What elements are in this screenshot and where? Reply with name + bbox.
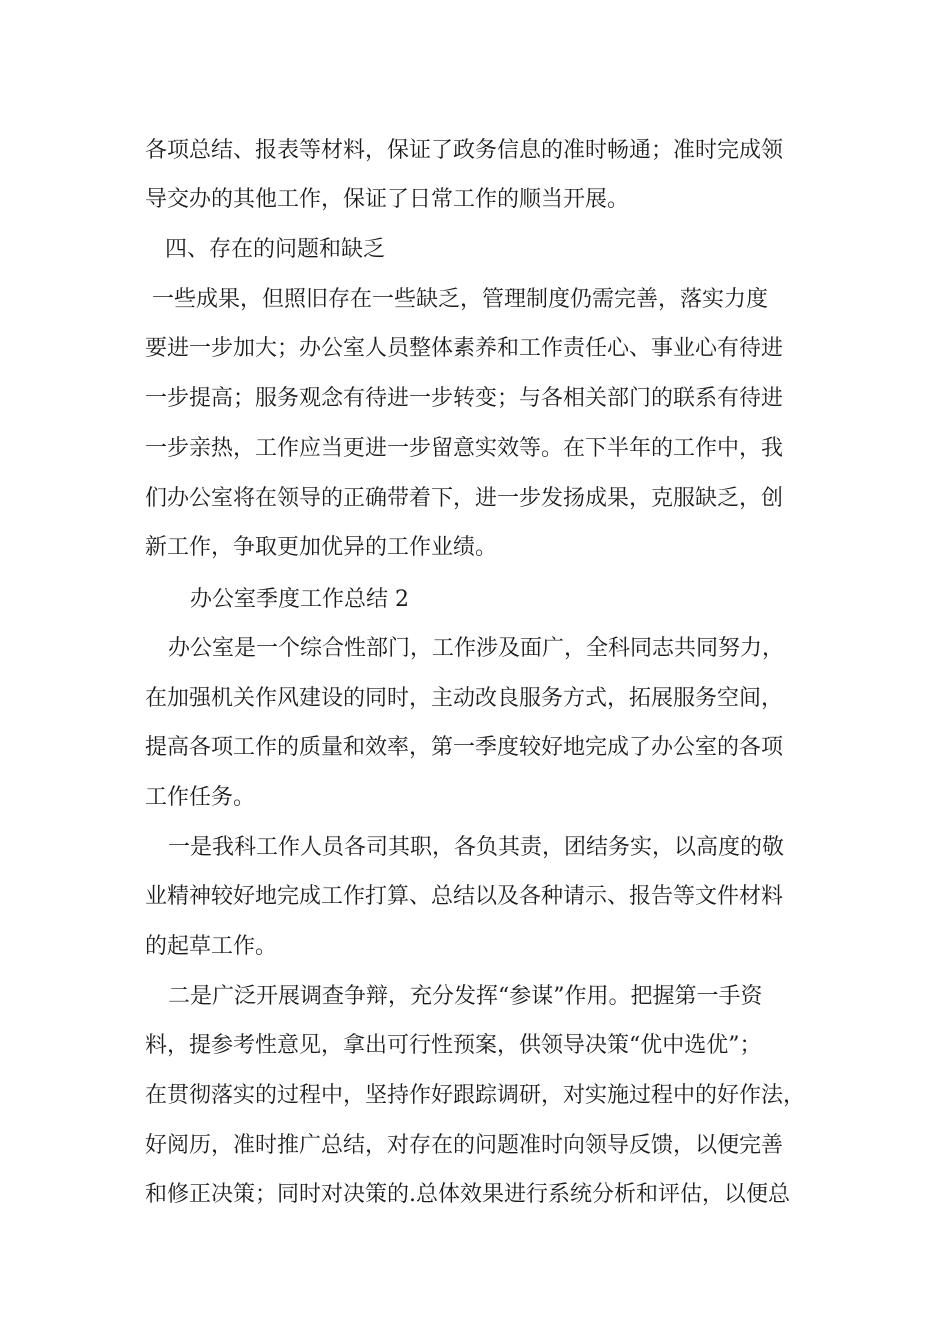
paragraph-line: 一些成果，但照旧存在一些缺乏，管理制度仍需完善，落实力度 (152, 287, 769, 312)
paragraph-line: 二是广泛开展调查争辩，充分发挥“参谋”作用。把握第一手资 (168, 984, 763, 1009)
paragraph-line: 好阅历，准时推广总结，对存在的问题准时向领导反馈，以便完善 (145, 1133, 784, 1158)
paragraph-line: 和修正决策；同时对决策的.总体效果进行系统分析和评估，以便总 (145, 1182, 790, 1207)
paragraph-line: 新工作，争取更加优异的工作业绩。 (145, 535, 498, 560)
document-title: 办公室季度工作总结 2 (190, 587, 409, 612)
paragraph-line: 各项总结、报表等材料，保证了政务信息的准时畅通；准时完成领 (145, 138, 784, 163)
paragraph-line: 业精神较好地完成工作打算、总结以及各种请示、报告等文件材料 (145, 884, 784, 909)
paragraph-line: 的起草工作。 (145, 934, 278, 959)
paragraph-line: 提高各项工作的质量和效率，第一季度较好地完成了办公室的各项 (145, 735, 784, 760)
paragraph-line: 在贯彻落实的过程中，坚持作好跟踪调研，对实施过程中的好作法， (145, 1083, 806, 1108)
paragraph-line: 一步亲热，工作应当更进一步留意实效等。在下半年的工作中，我 (145, 436, 784, 461)
paragraph-line: 要进一步加大；办公室人员整体素养和工作责任心、事业心有待进 (145, 336, 784, 361)
paragraph-line: 工作任务。 (145, 785, 256, 810)
paragraph-line: 料，提参考性意见，拿出可行性预案，供领导决策“优中选优”； (145, 1033, 762, 1058)
paragraph-line: 一步提高；服务观念有待进一步转变；与各相关部门的联系有待进 (145, 386, 784, 411)
paragraph-line: 们办公室将在领导的正确带着下，进一步发扬成果，克服缺乏，创 (145, 486, 784, 511)
paragraph-line: 在加强机关作风建设的同时，主动改良服务方式，拓展服务空间， (145, 686, 784, 711)
paragraph-line: 办公室是一个综合性部门，工作涉及面广，全科同志共同努力， (168, 636, 785, 661)
paragraph-line: 导交办的其他工作，保证了日常工作的顺当开展。 (145, 187, 630, 212)
paragraph-line: 一是我科工作人员各司其职，各负其责，团结务实，以高度的敬 (168, 835, 785, 860)
section-heading: 四、存在的问题和缺乏 (165, 237, 386, 262)
